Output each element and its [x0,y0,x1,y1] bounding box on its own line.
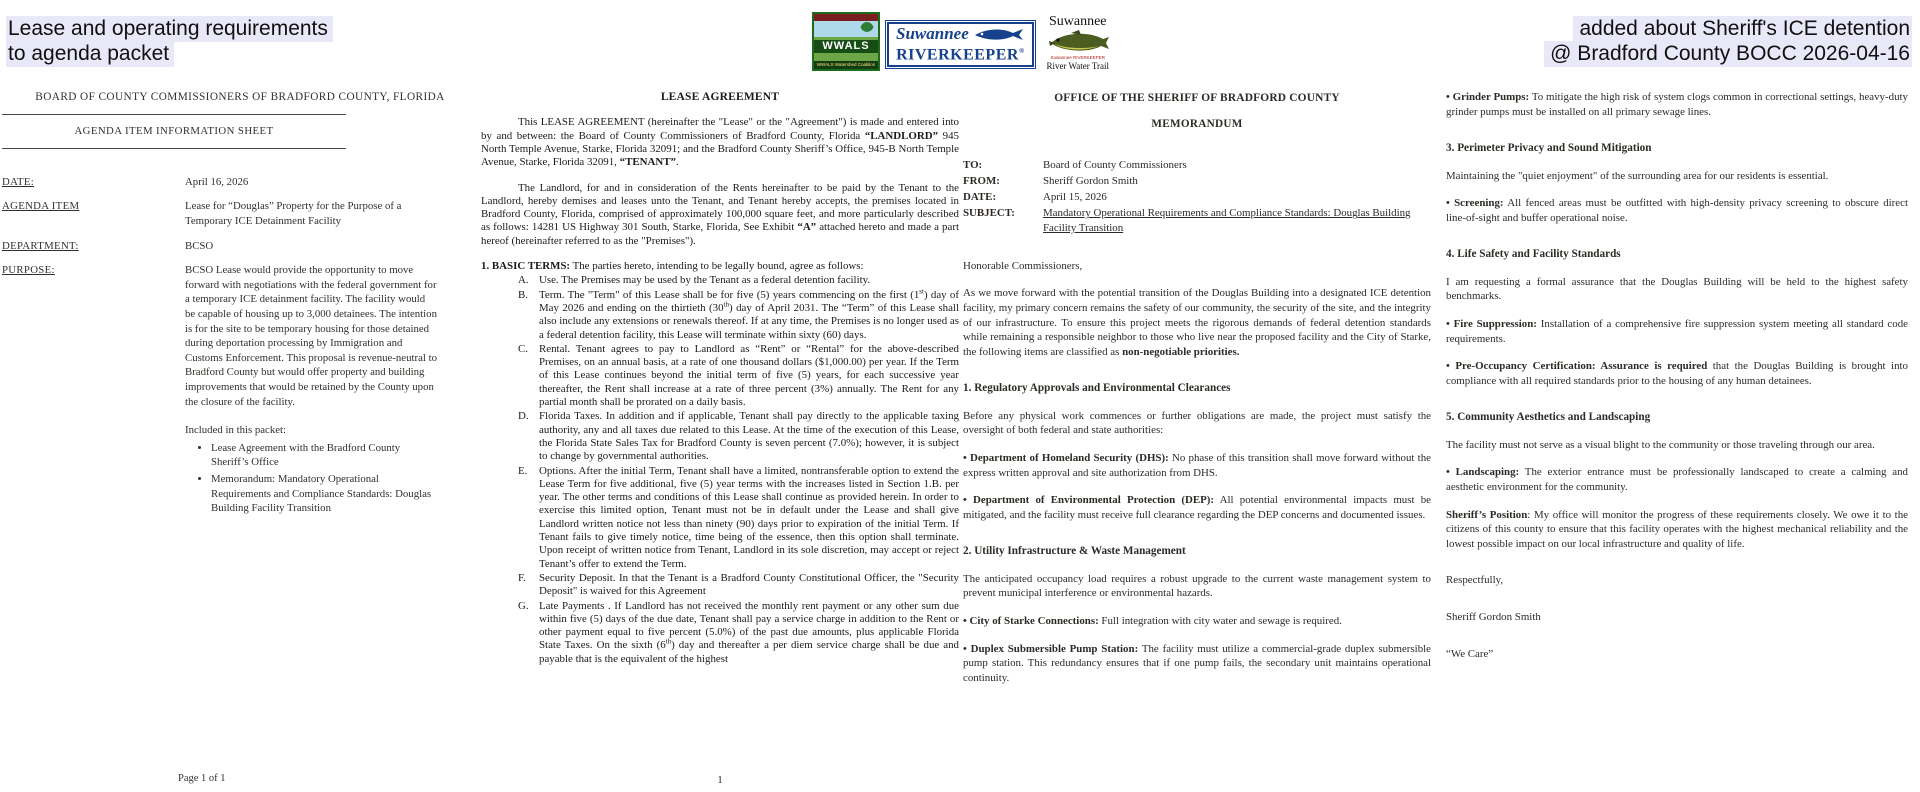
river-water-trail-logo [1041,14,1115,72]
lease-agreement-page [481,78,959,792]
wwals-caption: WWALS Watershed Coalition [814,61,878,69]
memo-paragraph: The facility must not serve as a visual blight to the community or those traveling through our area. [1446,438,1875,451]
closing-signature: Sheriff Gordon Smith [1446,610,1541,623]
field-department-label: DEPARTMENT: [2,239,79,252]
page-number: 1 [717,774,723,786]
term-item-use [481,274,959,287]
top-annotation-bar [0,0,1920,78]
field-date [2,175,478,190]
water-trail-subtitle: Suwannee RIVERKEEPER [1050,55,1106,60]
sheriff-memo-page-1 [963,78,1431,792]
memo-bullet-dep: • Department of Environmental Protection (DEP): All potential environmental impacts must be mitigated, and the facility must receive full clearance regarding the DEP concerns and documented issues. [963,494,1431,521]
closing-motto: “We Care” [1446,647,1494,660]
memo-body [1446,90,1908,551]
memo-bullet-fire-suppression: • Fire Suppression: Installation of a comprehensive fire suppression system meeting all standard code requirements. [1446,317,1908,345]
memo-heading-3: 3. Perimeter Privacy and Sound Mitigation [1446,142,1652,155]
memo-field-subject [963,206,1431,234]
agenda-info-sheet-page [2,78,478,792]
basic-terms-lead: 1. BASIC TERMS: The parties hereto, intending to be legally bound, agree as follows: [481,260,864,273]
sheet-title: AGENDA ITEM INFORMATION SHEET [74,125,274,138]
memo-field-to [963,158,1431,172]
item-letter: C. [518,342,528,355]
field-department [2,239,478,254]
closing-respectfully: Respectfully, [1446,574,1504,587]
suwannee-riverkeeper-logo-inner [887,22,1034,67]
item-text: Late Payments . If Landlord has not received the monthly rent payment or any other sum due within five (5) days of the due date, Tenant shall pay a service charge in addition to the Rent or other payment equal to five percent (5.0%) of the past due amounts, plus applicable Florida State Taxes. On the sixth (6th) day and thereafter a per diem service charge shall be due and payable that is the equivalent of the highest [539,599,959,665]
memo-doc-type: MEMORANDUM [1151,118,1243,131]
memo-heading-4: 4. Life Safety and Facility Standards [1446,248,1621,261]
caption-left-line2: to agenda packet [6,41,333,66]
item-letter: D. [518,410,529,423]
logo-strip [812,12,1115,72]
memo-field-value: Sheriff Gordon Smith [1043,175,1138,188]
riverkeeper-word-riverkeeper: RIVERKEEPER® [896,46,1025,64]
memo-paragraph: Maintaining the "quiet enjoyment" of the surrounding area for our residents is essential. [1446,169,1829,182]
memo-field-from [963,174,1431,188]
memo-field-date [963,190,1431,204]
field-department-value: BCSO [185,239,214,252]
memo-field-value: Mandatory Operational Requirements and Compliance Standards: Douglas Building Facility Transition [1043,207,1411,234]
item-letter: A. [518,274,529,287]
item-text: Options. After the initial Term, Tenant shall have a limited, nontransferable option to extend the Lease Term for five additional, five (5) year terms with the increases listed in Section 1.B. per year. The other terms and conditions of this Lease shall continue as provided herein. In order to exercise this limited option, Tenant must not be in default under the Lease and shall give Landlord written notice not less than ninety (90) days prior to expiration of the initial Term. If Tenant fails to give timely notice, time being of the essence, then this option shall terminate. Upon receipt of written notice from Tenant, Landlord in its sole discretion, may accept or reject Tenant’s offer to extend the Term. [539,464,959,570]
item-text: Florida Taxes. In addition and if applicable, Tenant shall pay directly to the applicable taxing authority, any and all taxes due related to this Lease. At the time of the execution of this Lease, the Florida State Sales Tax for Bradford County is seven percent (7.0%); however, it is subject to change by governmental authorities. [539,410,959,463]
memo-bullet-pump-station: • Duplex Submersible Pump Station: The facility must utilize a commercial-grade duplex submersible pump station. This redundancy ensures that if one pump fails, the secondary unit maintains operational continuity. [963,642,1432,684]
memo-paragraph: The anticipated occupancy load requires a robust upgrade to the current waste management system to prevent municipal interference or environmental hazards. [963,572,1431,600]
term-item-rental [481,343,959,409]
water-trail-caption: River Water Trail [1046,61,1110,71]
memo-field-value: Board of County Commissioners [1043,158,1187,171]
item-letter: G. [518,599,529,612]
field-agenda-item-label: AGENDA ITEM [2,200,80,213]
field-purpose-label: PURPOSE: [2,264,55,277]
bocc-title: BOARD OF COUNTY COMMISSIONERS OF BRADFORD COUNTY, FLORIDA [35,91,445,103]
lease-title: LEASE AGREEMENT [660,91,780,103]
memo-bullet-pre-occupancy: • Pre-Occupancy Certification: Assurance is required that the Douglas Building is brought into compliance with all required standards prior to the housing of any human detainees. [1446,360,1908,387]
term-item-term [481,289,959,342]
bass-fish-icon [1045,29,1111,55]
caption-left [6,16,333,66]
memo-office-title: OFFICE OF THE SHERIFF OF BRADFORD COUNTY [1054,92,1340,104]
memo-bullet-starke-connections: • City of Starke Connections: Full integration with city water and sewage is required. [963,614,1342,627]
lease-paragraph-1: This LEASE AGREEMENT (hereinafter the "Lease" or the "Agreement") is made and entered into by and between: the Board of County Commissioners of Bradford County, Florida “LANDLORD” 945 North Temple Avenue, Starke, Florida 32091; and the Bradford County Sheriff’s Office, 945-B North Temple Avenue, Starke, Florida 32091, “TENANT”. [481,116,959,169]
divider [2,148,346,149]
memo-salutation: Honorable Commissioners, [963,259,1083,272]
item-text: Rental. Tenant agrees to pay to Landlord as “Rent” or “Rental” for the above-described Premises, on an annual basis, at a rate of one thousand dollars ($1,000.00) per year. If the Term of this Lease continues beyond the initial term of five (5) years, for each successive year thereafter, the Rent shall increase at a rate of three percent (3%) annually. The Rent for any partial month shall be prorated on a daily basis. [539,342,959,409]
term-item-options [481,465,959,571]
included-label: Included in this packet: [185,424,287,437]
caption-right-line2: @ Bradford County BOCC 2026-04-16 [1544,41,1912,66]
riverkeeper-fish-icon [973,27,1025,42]
field-agenda-item [2,199,478,228]
memo-field-label: FROM: [963,175,1000,188]
field-purpose-value: BCSO Lease would provide the opportunity to move forward with negotiations with the federal government for a temporary ICE detainment facility. The facility would be capable of housing up to 3,000 detainees. The intention is for the site to be temporary housing for those detained during deportation processing by Immigration and Customs Enforcement. This proposal is revenue-neutral to Bradford County but would offer property and building improvements that would be retained by the County upon the closure of the facility. [185,264,437,408]
field-date-label: DATE: [2,175,35,188]
included-in-packet [185,423,437,516]
memo-bullet-dhs: • Department of Homeland Security (DHS): No phase of this transition shall move forward without the express written approval and site authorization from DHS. [963,451,1431,479]
memo-paragraph: I am requesting a formal assurance that the Douglas Building will be held to the highest safety benchmarks. [1446,275,1908,303]
palm-tree-icon [860,22,874,38]
term-item-taxes [481,410,959,463]
field-agenda-item-value: Lease for “Douglas” Property for the Purpose of a Temporary ICE Detainment Facility [185,200,402,227]
caption-right [1544,16,1912,66]
sheriff-memo-page-2 [1446,78,1908,792]
memo-paragraph: Before any physical work commences or further obligations are made, the project must satisfy the oversight of both federal and state authorities: [963,409,1431,437]
memo-header-fields [963,158,1431,235]
caption-left-line1: Lease and operating requirements [6,16,333,41]
agenda-fields [2,175,478,409]
term-item-security-deposit [481,572,959,599]
memo-bullet-landscaping: • Landscaping: The exterior entrance must be professionally landscaped to create a calming and aesthetic environment for the community. [1446,466,1908,493]
item-text: Use. The Premises may be used by the Tenant as a federal detention facility. [539,274,871,287]
term-item-late-payments [481,600,959,666]
caption-right-line1: added about Sheriff's ICE detention [1544,16,1912,41]
memo-field-value: April 15, 2026 [1043,191,1107,204]
wwals-acronym: WWALS [814,40,878,53]
item-letter: E. [518,464,528,477]
field-purpose [2,263,478,409]
list-item: • Memorandum: Mandatory Operational Requirements and Compliance Standards: Douglas Building Facility Transition [211,472,437,516]
lease-paragraph-2: The Landlord, for and in consideration of the Rents hereinafter to be paid by the Tenant to the Landlord, hereby demises and leases unto the Tenant, and Tenant hereby accepts, the premises located in Bradford County, Florida, comprised of approximately 100,000 square feet, and more particularly described as follows: 14281 US Highway 301 South, Starke, Florida, See Exhibit “A” attached hereto and made a part hereof (hereinafter referred to as the "Premises"). [481,181,959,247]
memo-field-label: SUBJECT: [963,207,1015,220]
item-text: Security Deposit. In that the Tenant is a Bradford County Constitutional Officer, the "Security Deposit" is waived for this Agreement [539,571,959,598]
memo-heading-2: 2. Utility Infrastructure & Waste Management [963,545,1186,558]
field-date-value: April 16, 2026 [185,175,249,188]
list-item: • Lease Agreement with the Bradford County Sheriff’s Office [211,441,437,470]
memo-heading-5: 5. Community Aesthetics and Landscaping [1446,411,1651,424]
included-list [185,441,437,516]
item-letter: F. [518,571,526,584]
memo-bullet-grinder-pumps: • Grinder Pumps: To mitigate the high risk of system clogs common in correctional settings, heavy-duty grinder pumps must be installed on all primary sewage lines. [1446,91,1908,118]
suwannee-riverkeeper-logo [885,20,1036,69]
memo-field-label: TO: [963,158,983,171]
wwals-logo [812,12,880,71]
page-number: Page 1 of 1 [178,772,226,784]
basic-terms-list [481,274,959,666]
memo-sheriffs-position: Sheriff’s Position: My office will monitor the progress of these requirements closely. We owe it to the citizens of this county to ensure that this facility operates with the highest mechanical reliability and the lowest possible impact on our local infrastructure and quality of life. [1446,508,1908,550]
wwals-top-strip [814,14,878,21]
item-letter: B. [518,288,528,301]
item-text: Term. The "Term" of this Lease shall be for five (5) years commencing on the first (1st) day of May 2026 and ending on the thirtieth (30th) day of April 2031. The “Term” of this Lease shall also include any extensions or renewals thereof. If at any time, the Premises is no longer used as a federal detention facility, this Lease will terminate within sixty (60) days. [539,287,959,341]
riverkeeper-word-suwannee: Suwannee [896,24,969,43]
memo-bullet-screening: • Screening: All fenced areas must be outfitted with high-density privacy screening to obscure direct line-of-sight and buffer operational noise. [1446,197,1908,224]
memo-heading-1: 1. Regulatory Approvals and Environmental Clearances [963,382,1231,395]
memo-field-label: DATE: [963,191,997,204]
water-trail-title: Suwannee [1048,14,1107,29]
divider [2,114,346,115]
memo-intro: As we move forward with the potential transition of the Douglas Building into a designated ICE detention facility, my primary concern remains the safety of our community, the security of the site, and the integrity of our infrastructure. To ensure this project meets the rigorous demands of federal detention standards while remaining a responsible neighbor to those who live near the proposed facility and the City of Starke, the following items are classified as non-negotiable priorities. [963,287,1431,358]
memo-closing [1446,573,1908,661]
memo-body [963,259,1431,686]
